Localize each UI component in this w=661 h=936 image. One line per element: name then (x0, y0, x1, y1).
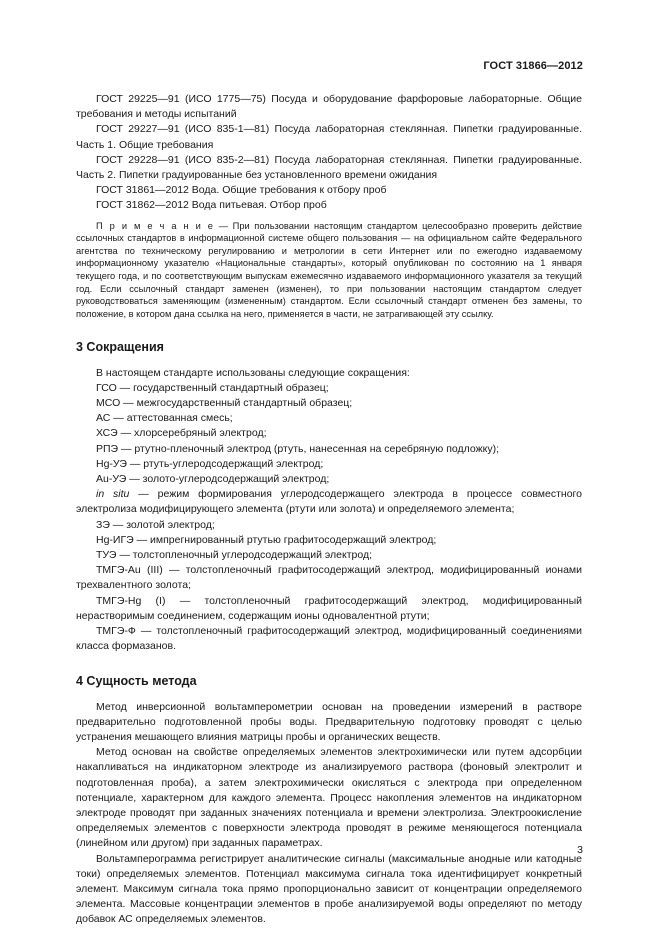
abbrev-intro: В настоящем стандарте использованы следующие сокращения: (96, 366, 410, 379)
abbrev-item: Hg-ИГЭ — импрегнированный ртутью графитосодержащий электрод; (96, 533, 437, 546)
abbrev-item: ТУЭ — толстопленочный углеродсодержащий электрод; (96, 549, 373, 562)
abbrev-item: ЗЭ — золотой электрод; (96, 518, 215, 531)
insitu-term: in situ (96, 488, 130, 501)
method-paragraph: Метод инверсионной вольтамперометрии основан на проведении измерений в растворе предварительно подготовленной пробы воды. Предварительную подготовку проводят с целью устранения мешающего влияния матрицы пробы и органических веществ. (76, 700, 582, 744)
abbrev-item: РПЭ — ртутно-пленочный электрод (ртуть, нанесенная на серебряную подложку); (96, 442, 499, 455)
note-text: — При пользовании настоящим стандартом целесообразно проверить действие ссылочных стандартов в информационной системе общего пользования — на официальном сайте Федерального агентства по техническому регулированию и метрологии в сети Интернет или по ежегодно издаваемому информационному указателю «Национальные стандарты», который опубликован по состоянию на 1 января текущего года, и по соответствующим выпускам ежемесячно издаваемого информационного указателя за текущий год. Если ссылочный стандарт заменен (изменен), то при пользовании настоящим стандартом следует руководствоваться заменяющим (измененным) стандартом. Если ссылочный стандарт отменен без замены, то положение, в котором дана ссылка на него, применяется в части, не затрагивающей эту ссылку. (76, 220, 582, 319)
document-code: ГОСТ 31866—2012 (483, 60, 583, 72)
note-label: П р и м е ч а н и е (96, 220, 215, 231)
section-3-heading: 3 Сокращения (76, 340, 164, 355)
page-content (76, 92, 582, 928)
abbrev-item: ХСЭ — хлорсеребряный электрод; (96, 427, 267, 440)
abbrev-item: Au-УЭ — золото-углеродсодержащий электрод; (96, 473, 330, 485)
section-4-heading: 4 Сущность метода (76, 674, 197, 689)
reference-line: ГОСТ 29228—91 (ИСО 835-2—81) Посуда лабораторная стеклянная. Пипетки градуированные. Часть 2. Пипетки градуированные без установленного времени ожидания (76, 153, 582, 182)
abbrev-item: АС — аттестованная смесь; (96, 412, 233, 425)
method-paragraph: Метод основан на свойстве определяемых элементов электрохимически или путем адсорбции накапливаться на индикаторном электроде из анализируемого раствора (фоновый электролит и подготовленная проба), а затем электрохимически окисляться с электрода при определенном потенциале, характерном для каждого элемента. Процесс накопления элементов на индикаторном электроде проводят при заданных значениях потенциала и времени электролиза. Электроокисление определяемых элементов с поверхности электрода проводят в режиме меняющегося потенциала (линейном или другом) при заданных параметрах. (76, 746, 582, 850)
reference-line: ГОСТ 29227—91 (ИСО 835-1—81) Посуда лабораторная стеклянная. Пипетки градуированные. Часть 1. Общие требования (76, 123, 582, 151)
abbrev-item-insitu (76, 487, 582, 517)
method-paragraph: Вольтамперограмма регистрирует аналитические сигналы (максимальные анодные или катодные токи) определяемых элементов. Потенциал максимума сигнала тока идентифицирует конкретный элемент. Максимум сигнала тока прямо пропорционально зависит от концентрации определяемого элемента. Массовые концентрации элементов в пробе анализируемой воды определяют по методу добавок АС определяемых элементов. (76, 852, 582, 926)
reference-line: ГОСТ 31861—2012 Вода. Общие требования к отбору проб (96, 184, 387, 197)
abbrev-item: МСО — межгосударственный стандартный образец; (96, 396, 353, 409)
abbrev-item: ТМГЭ-Au (III) — толстопленочный графитосодержащий электрод, модифицированный ионами трехвалентного золота; (76, 564, 582, 592)
abbrev-item: Hg-УЭ — ртуть-углеродсодержащий электрод; (96, 457, 324, 470)
insitu-definition: — режим формирования углеродсодержащего электрода в процессе совместного электролиза модифицирующего элемента (ртути или золота) и определяемого элемента; (76, 488, 582, 516)
reference-line: ГОСТ 29225—91 (ИСО 1775—75) Посуда и оборудование фарфоровые лабораторные. Общие требования и методы испытаний (76, 93, 582, 121)
abbrev-item: ГСО — государственный стандартный образец; (96, 381, 329, 394)
abbrev-item: ТМГЭ-Hg (I) — толстопленочный графитосодержащий электрод, модифицированный нерастворимым соединением, содержащим ионы одновалентной ртути; (76, 594, 582, 622)
page-number: 3 (577, 844, 583, 856)
abbrev-item: ТМГЭ-Ф — толстопленочный графитосодержащий электрод, модифицированный соединениями класса формазанов. (76, 625, 582, 653)
reference-line: ГОСТ 31862—2012 Вода питьевая. Отбор проб (96, 199, 327, 212)
note-paragraph (76, 220, 582, 321)
